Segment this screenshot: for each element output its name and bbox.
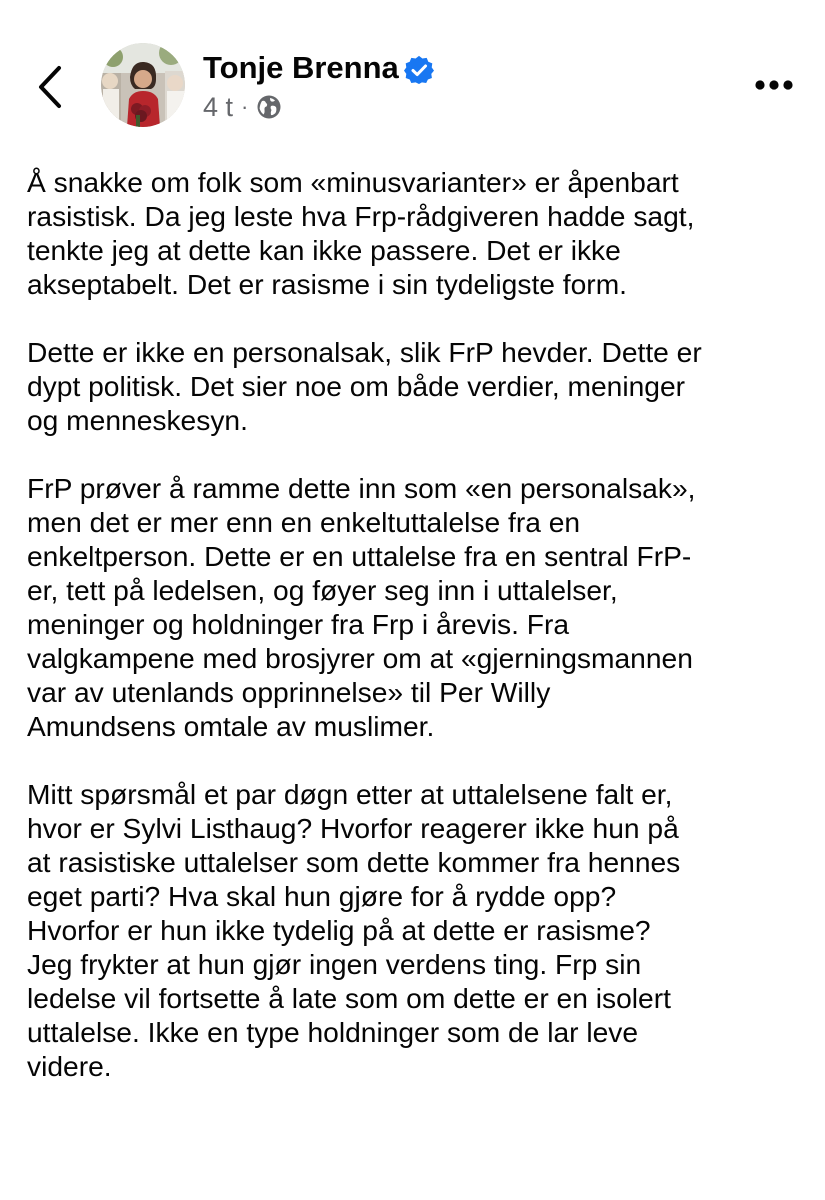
post-paragraph (27, 471, 817, 743)
text-line: Dette er ikke en personalsak, slik FrP hevder. Dette er (27, 336, 702, 368)
text-line: eget parti? Hva skal hun gjøre for å rydde opp? (27, 880, 617, 912)
author-name[interactable]: Tonje Brenna (203, 50, 399, 85)
post-paragraph (27, 777, 817, 1083)
text-line: Å snakke om folk som «minusvarianter» er åpenbart (27, 166, 679, 198)
post-body (27, 165, 817, 1117)
chevron-left-icon (28, 60, 72, 114)
post-meta (203, 91, 282, 123)
text-line: tenkte jeg at dette kan ikke passere. Det er ikke (27, 234, 621, 266)
text-line: hvor er Sylvi Listhaug? Hvorfor reagerer ikke hun på (27, 812, 679, 844)
avatar[interactable] (101, 43, 185, 127)
more-horizontal-icon (755, 80, 792, 89)
back-button[interactable] (28, 60, 72, 114)
text-line: uttalelse. Ikke en type holdninger som de lar leve (27, 1016, 639, 1048)
profile-photo (101, 43, 185, 127)
verified-badge-icon (404, 55, 434, 85)
post-paragraph (27, 335, 817, 437)
text-line: ledelse vil fortsette å late som om dette er en isolert (27, 982, 671, 1014)
text-line: akseptabelt. Det er rasisme i sin tydeligste form. (27, 268, 628, 300)
text-line: at rasistiske uttalelser som dette kommer fra hennes (27, 846, 681, 878)
globe-icon[interactable] (256, 94, 282, 120)
text-line: FrP prøver å ramme dette inn som «en personalsak», (27, 472, 696, 504)
text-line: er, tett på ledelsen, og føyer seg inn i uttalelser, (27, 574, 618, 606)
text-line: var av utenlands opprinnelse» til Per Willy (27, 676, 551, 708)
post-paragraph (27, 165, 817, 301)
text-line: enkeltperson. Dette er en uttalelse fra en sentral FrP- (27, 540, 692, 572)
text-line: dypt politisk. Det sier noe om både verdier, meninger (27, 370, 686, 402)
more-options-button[interactable] (750, 70, 798, 100)
text-line: men det er mer enn en enkeltuttalelse fra en (27, 506, 581, 538)
meta-separator: · (241, 94, 249, 119)
text-line: valgkampene med brosjyrer om at «gjerningsmannen (27, 642, 693, 674)
text-line: Amundsens omtale av muslimer. (27, 710, 435, 742)
text-line: Mitt spørsmål et par døgn etter at uttalelsene falt er, (27, 778, 673, 810)
post-timestamp[interactable]: 4 t (203, 91, 234, 122)
text-line: meninger og holdninger fra Frp i årevis. Fra (27, 608, 570, 640)
text-line: Jeg frykter at hun gjør ingen verdens ting. Frp sin (27, 948, 642, 980)
text-line: rasistisk. Da jeg leste hva Frp-rådgiveren hadde sagt, (27, 200, 695, 232)
post-header (0, 0, 825, 150)
text-line: videre. (27, 1050, 112, 1082)
text-line: Hvorfor er hun ikke tydelig på at dette er rasisme? (27, 914, 651, 946)
text-line: og menneskesyn. (27, 404, 248, 436)
